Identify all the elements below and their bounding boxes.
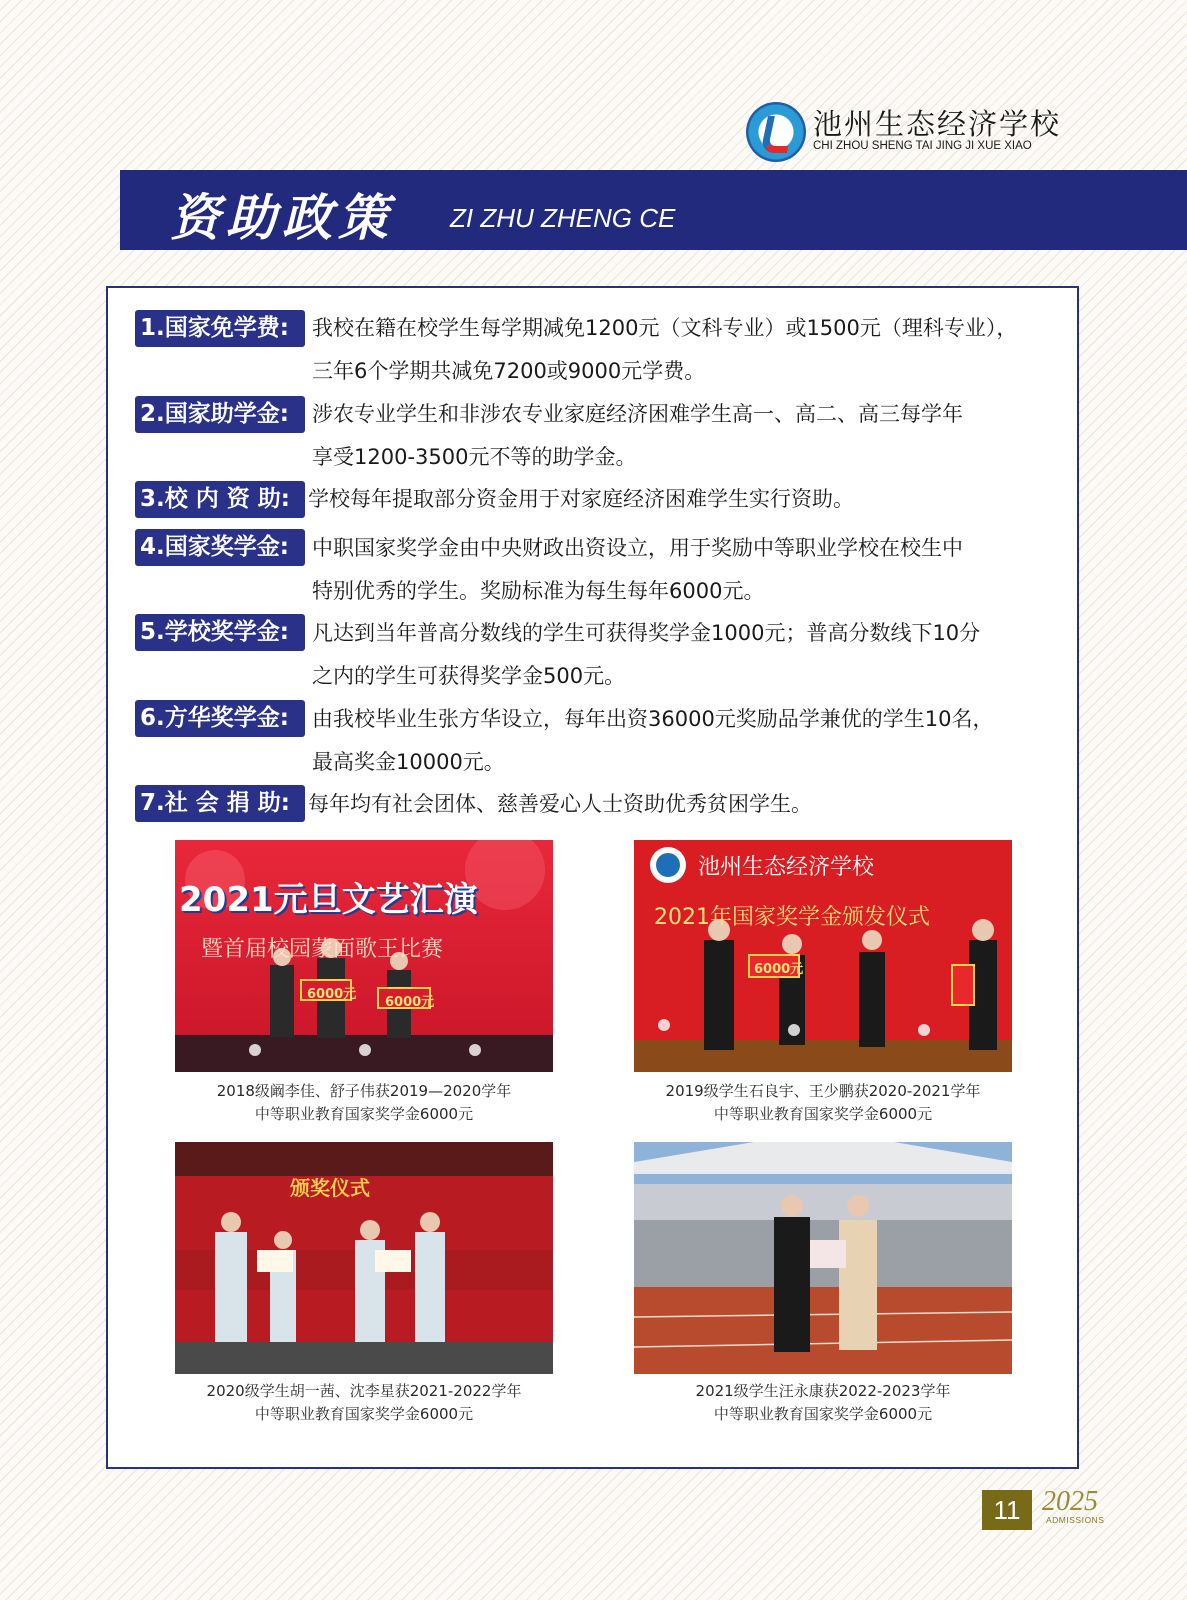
footer-admissions: ADMISSIONS <box>1046 1515 1105 1525</box>
page-number: 11 <box>982 1490 1032 1530</box>
policy-label: 1.国家免学费: <box>135 310 305 347</box>
photo-cheque-text: 6000元 <box>754 962 804 977</box>
photo-cheque-text: 6000元 <box>307 987 357 1002</box>
policy-text-line: 学校每年提取部分资金用于对家庭经济困难学生实行资助。 <box>308 487 854 511</box>
page-subtitle: ZI ZHU ZHENG CE <box>450 203 676 233</box>
award-photo <box>634 1142 1012 1374</box>
footer-year: 2025 <box>1042 1486 1098 1517</box>
policy-text-line: 三年6个学期共减免7200或9000元学费。 <box>312 359 706 383</box>
photo-signboard-subtitle: 暨首届校园蒙面歌王比赛 <box>201 937 444 962</box>
photo-signboard-subtitle: 2021年国家奖学金颁发仪式 <box>654 905 930 930</box>
policy-text-line: 我校在籍在校学生每学期减免1200元（文科专业）或1500元（理科专业）， <box>312 316 1018 340</box>
award-photo <box>175 1142 553 1374</box>
photo-caption-line: 2019级学生石良宇、王少鹏获2020-2021学年 <box>665 1082 981 1100</box>
policy-text-line: 中职国家奖学金由中央财政出资设立，用于奖励中等职业学校在校生中 <box>312 536 963 560</box>
policy-label: 6.方华奖学金: <box>135 700 305 737</box>
policy-text-line: 涉农专业学生和非涉农专业家庭经济困难学生高一、高二、高三每学年 <box>312 402 963 426</box>
policy-label: 3.校 内 资 助: <box>135 481 305 518</box>
title-banner <box>120 170 1187 250</box>
photo-caption-line: 中等职业教育国家奖学金6000元 <box>254 1105 474 1123</box>
school-logo-icon <box>746 102 806 162</box>
photo-caption-line: 中等职业教育国家奖学金6000元 <box>713 1105 933 1123</box>
policy-text-line: 每年均有社会团体、慈善爱心人士资助优秀贫困学生。 <box>308 792 812 816</box>
photo-signboard-title: 颁奖仪式 <box>290 1176 370 1200</box>
award-photo <box>634 840 1012 1072</box>
award-photo <box>175 840 553 1072</box>
policy-text-line: 由我校毕业生张方华设立，每年出资36000元奖励品学兼优的学生10名， <box>312 707 994 731</box>
award-photo-illustration <box>634 1142 1012 1374</box>
photo-caption-line: 中等职业教育国家奖学金6000元 <box>713 1405 933 1423</box>
policy-text-line: 特别优秀的学生。奖励标准为每生每年6000元。 <box>312 579 765 603</box>
policy-label: 2.国家助学金: <box>135 396 305 433</box>
photo-caption-line: 中等职业教育国家奖学金6000元 <box>254 1405 474 1423</box>
policy-text-line: 凡达到当年普高分数线的学生可获得奖学金1000元；普高分数线下10分 <box>312 621 981 645</box>
photo-caption-line: 2018级阚李佳、舒子伟获2019—2020学年 <box>216 1082 512 1100</box>
policy-label: 4.国家奖学金: <box>135 529 305 566</box>
page-title: 资助政策 <box>170 189 394 247</box>
policy-text-line: 最高奖金10000元。 <box>312 750 505 774</box>
photo-signboard-title: 池州生态经济学校 <box>698 855 875 880</box>
policy-label: 5.学校奖学金: <box>135 614 305 651</box>
school-name-cn: 池州生态经济学校 <box>813 107 1062 141</box>
photo-caption-line: 2020级学生胡一茜、沈李星获2021-2022学年 <box>206 1382 522 1400</box>
photo-cheque-text: 6000元 <box>385 995 435 1010</box>
policy-text-line: 之内的学生可获得奖学金500元。 <box>312 664 626 688</box>
school-name-en: CHI ZHOU SHENG TAI JING JI XUE XIAO <box>813 140 1032 152</box>
photo-signboard-title: 2021元旦文艺汇演 <box>179 880 478 920</box>
photo-caption-line: 2021级学生汪永康获2022-2023学年 <box>695 1382 951 1400</box>
policy-text-line: 享受1200-3500元不等的助学金。 <box>312 445 637 469</box>
policy-label: 7.社 会 捐 助: <box>135 785 305 822</box>
